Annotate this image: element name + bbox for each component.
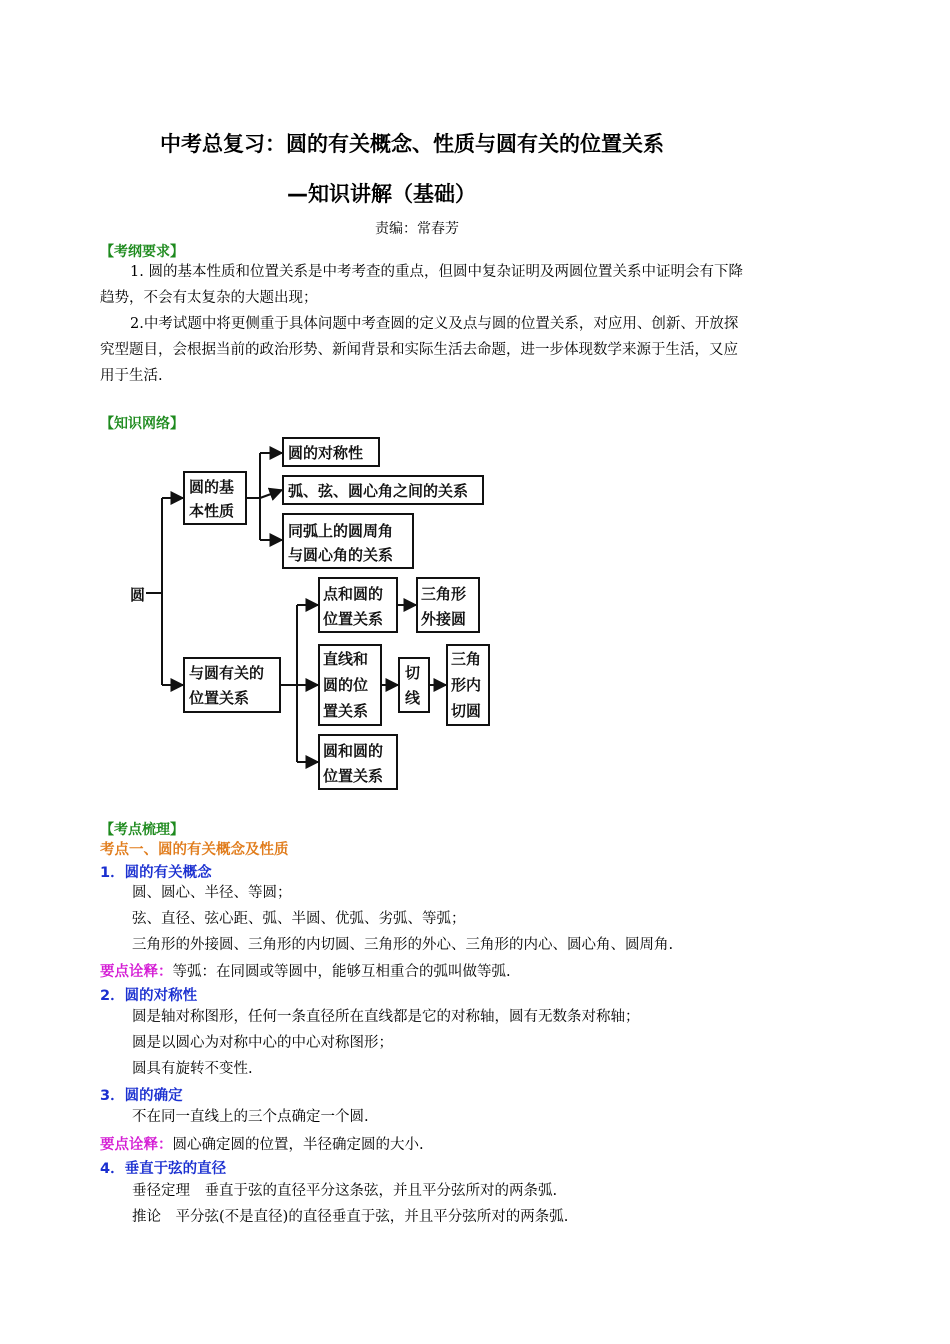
sub1-line-2: 弦、直径、弦心距、弧、半圆、优弧、劣弧、等弧；	[132, 911, 466, 927]
page-subtitle: —知识讲解（基础）	[287, 182, 476, 206]
label-basic-1: 圆的基	[189, 478, 235, 496]
label-tangent-1: 切	[405, 664, 421, 682]
note-2	[100, 1133, 424, 1154]
sub1-line-1: 圆、圆心、半径、等圆；	[132, 885, 292, 901]
kaogang-line-4: 究型题目，会根据当前的政治形势、新闻背景和实际生活去命题，进一步体现数学来源于生活，又应	[100, 342, 738, 358]
label-circum-2: 外接圆	[421, 610, 467, 628]
label-line-2: 圆的位	[323, 676, 369, 694]
label-incircle-1: 三角	[451, 650, 482, 668]
note-2-text: 圆心确定圆的位置，半径确定圆的大小.	[172, 1137, 424, 1153]
label-line-1: 直线和	[323, 650, 369, 668]
section-heading-kaodian: 【考点梳理】	[100, 822, 184, 838]
label-cc-1: 圆和圆的	[323, 742, 384, 760]
section-heading-wangluo: 【知识网络】	[100, 416, 184, 432]
label-line-3: 置关系	[323, 702, 369, 720]
label-incircle-2: 形内	[451, 676, 482, 694]
editor-credit: 责编：常春芳	[375, 221, 459, 237]
note-1	[100, 960, 511, 981]
label-point-1: 点和圆的	[323, 585, 384, 603]
sub2-line-2: 圆是以圆心为对称中心的中心对称图形；	[132, 1035, 393, 1051]
label-position-2: 位置关系	[189, 689, 250, 707]
kaogang-line-2: 趋势，不会有太复杂的大题出现；	[100, 290, 318, 306]
label-point-2: 位置关系	[323, 610, 384, 628]
sub-heading-3: 3．圆的确定	[100, 1088, 183, 1104]
label-symmetry: 圆的对称性	[288, 444, 364, 462]
label-inscribed-2: 与圆心角的关系	[288, 546, 394, 564]
label-arc-chord: 弧、弦、圆心角之间的关系	[288, 482, 469, 500]
sub-heading-4: 4．垂直于弦的直径	[100, 1161, 227, 1177]
sub3-line-1: 不在同一直线上的三个点确定一个圆.	[132, 1109, 369, 1125]
label-circum-1: 三角形	[421, 585, 467, 603]
sub4-line-1: 垂径定理 垂直于弦的直径平分这条弦，并且平分弦所对的两条弧.	[132, 1183, 558, 1199]
kaogang-line-1: 1. 圆的基本性质和位置关系是中考考查的重点，但圆中复杂证明及两圆位置关系中证明会有下降	[130, 264, 743, 280]
label-tangent-2: 线	[405, 689, 421, 707]
sub2-line-1: 圆是轴对称图形，任何一条直径所在直线都是它的对称轴，圆有无数条对称轴；	[132, 1009, 640, 1025]
kaogang-line-5: 用于生活.	[100, 368, 163, 384]
kaodian-1-heading: 考点一、圆的有关概念及性质	[100, 842, 289, 858]
label-incircle-3: 切圆	[451, 702, 482, 720]
note-1-text: 等弧：在同圆或等圆中，能够互相重合的弧叫做等弧.	[172, 964, 511, 980]
sub-heading-1: 1．圆的有关概念	[100, 865, 212, 881]
label-cc-2: 位置关系	[323, 767, 384, 785]
sub1-line-3: 三角形的外接圆、三角形的内切圆、三角形的外心、三角形的内心、圆心角、圆周角.	[132, 937, 674, 953]
sub2-line-3: 圆具有旋转不变性.	[132, 1061, 253, 1077]
diagram-root: 圆	[130, 586, 146, 604]
note-1-key: 要点诠释：	[100, 964, 173, 980]
label-inscribed-1: 同弧上的圆周角	[288, 522, 394, 540]
label-position-1: 与圆有关的	[189, 664, 265, 682]
note-2-key: 要点诠释：	[100, 1137, 173, 1153]
sub-heading-2: 2．圆的对称性	[100, 988, 198, 1004]
section-heading-kaogang: 【考纲要求】	[100, 244, 184, 260]
kaogang-line-3: 2.中考试题中将更侧重于具体问题中考查圆的定义及点与圆的位置关系，对应用、创新、开放探	[130, 316, 739, 332]
sub4-line-2: 推论 平分弦(不是直径)的直径垂直于弦，并且平分弦所对的两条弧.	[132, 1209, 569, 1225]
page-title: 中考总复习：圆的有关概念、性质与圆有关的位置关系	[160, 132, 664, 156]
label-basic-2: 本性质	[189, 502, 235, 520]
